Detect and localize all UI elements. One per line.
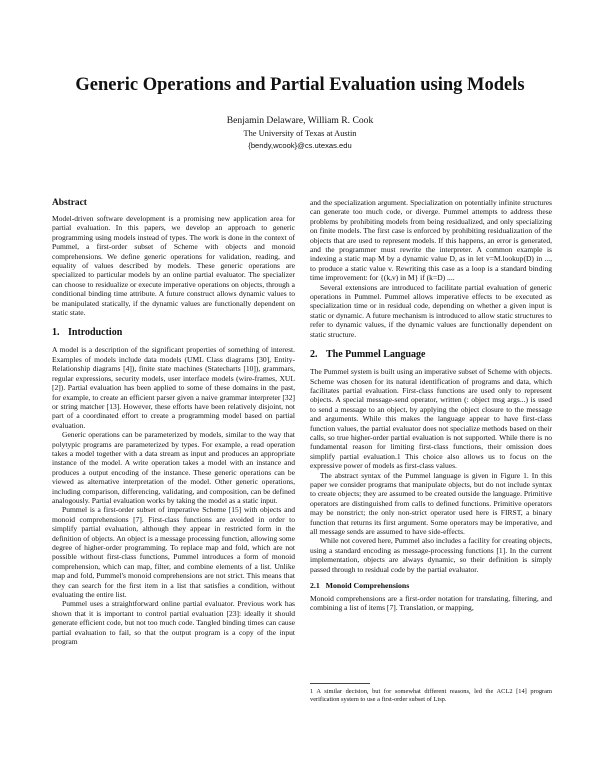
subsection-title: Monoid Comprehensions	[325, 581, 410, 591]
body-paragraph: Several extensions are introduced to facilitate partial evaluation of generic operations in Pummel. Pummel allows imperative effects to be executed as specialization time or in residual code, depending on whether a given input is static or dynamic. A future mechanism is introduced to allow static structures to refer to dynamic values, if the dynamic values are functionally dependent on static structure.	[310, 282, 552, 339]
paper-title: Generic Operations and Partial Evaluation using Models	[75, 75, 525, 95]
intro-paragraph: Pummel is a first-order subset of imperative Scheme [15] with objects and monoid comprehensions [7]. First-class functions are avoided in order to simplify partial evaluation, although they appear in restricted form in the definition of objects. An object is a message processing function, allowing some degree of higher-order programming. To replace map and fold, which are not possible without first-class functions, Pummel introduces a form of monoid comprehension, which can map, filter, and combine elements of a list. Unlike map and fold, Pummel's monoid comprehensions are not strict. This means that they can search for the first item in a list that satisfies a condition, without evaluating the entire list.	[52, 505, 295, 600]
footnote-rule	[310, 683, 370, 684]
intro-paragraph: Pummel uses a straightforward online partial evaluator. Previous work has shown that it is important to control partial evaluation [23]: ideally it should generate efficient code, but not too much code. Tangled binding times can cause partial evaluation to fail, so that the output program is a copy of the input program	[52, 599, 295, 647]
abstract-heading: Abstract	[52, 198, 87, 208]
section-heading-pummel-language	[310, 349, 552, 361]
body-paragraph: The Pummel system is built using an imperative subset of Scheme with objects. Scheme was chosen for its natural identification of programs and data, which facilitates partial evaluation. First-class functions are used only to represent objects. A special message-send operator, written (: object msg args...) is used to send a message to an object, by applying the object closure to the message and arguments. While this makes the language appear to have first-class function values, the partial evaluator does not specialize methods based on their calls, so true higher-order partial evaluation is not supported. While there is no fundamental reason for limiting first-class functions, their omission does simplify partial evaluation.1 This choice also allows us to focus on the expressive power of models as first-class values.	[310, 367, 552, 471]
body-paragraph: Monoid comprehensions are a first-order notation for translating, filtering, and combining a list of items [7]. Translation, or mapping,	[310, 594, 552, 613]
body-paragraph: While not covered here, Pummel also includes a facility for creating objects, using a standard encoding as message-processing functions [1]. In the current implementation, objects are always dynamic, so their definition is simply passed through to residual code by the partial evaluator.	[310, 536, 552, 574]
body-paragraph: The abstract syntax of the Pummel language is given in Figure 1. In this paper we consider programs that manipulate objects, but do not include syntax to create objects; they are assumed to be created outside the language. Primitive operators are distinguished from calls to defined functions. Primitive operators may be nonstrict; the only non-strict operator used here is FIRST, a binary function that returns its first argument. Some operators may be imperative, and all message sends are assumed to have side-effects.	[310, 470, 552, 536]
left-column	[52, 198, 295, 646]
abstract-text: Model-driven software development is a promising new application area for partial evaluation. In this papers, we develop an approach to generic programming using models instead of types. The work is done in the context of Pummel, a first-order subset of Scheme with objects and monoid comprehensions. We define generic operations for validation, reading, and equality of values described by models. These generic operations are specialized to particular models by an online partial evaluator. The specializer can choose to residualize or execute imperative operations on objects, through a conditional binding time attribute. A future construct allows dynamic values to be manipulated statically, if the dynamic values are functionally dependent on static state.	[52, 214, 295, 318]
section-title: Introduction	[68, 327, 123, 339]
section-number: 2.	[310, 349, 318, 361]
subsection-heading	[310, 581, 552, 591]
paper-email: {bendy,wcook}@cs.utexas.edu	[248, 141, 352, 150]
paper-affiliation: The University of Texas at Austin	[243, 129, 357, 138]
footnote: 1 A similar decision, but for somewhat different reasons, led the ACL2 [14] program verification system to use a first-order subset of Lisp.	[310, 688, 552, 703]
intro-paragraph: A model is a description of the significant properties of something of interest. Examples of models include data models (UML Class diagrams [30], Entity-Relationship diagrams [4]), finite state machines (Statecharts [10]), grammars, regular expressions, security models, user interface models (wire-frames, XUL [2]). Partial evaluation has been applied to some of these domains in the past, for example, to create an efficient parser given a naive grammar interpreter [32] or string matcher [13]. However, these efforts have been relatively disjoint, not part of a coordinated effort to create a programming model based on partial evaluation.	[52, 345, 295, 430]
right-column	[310, 198, 552, 613]
intro-paragraph: Generic operations can be parameterized by models, similar to the way that polytypic programs are parameterized by types. For example, a read operation takes a model together with a data stream as input and produces an appropriate instance of the model. A write operation takes a model with an instance and produces a output encoding of the instance. These generic operations can be viewed as alternative interpretation of the model. Other generic operations, including comparison, differencing, validating, and composition, can be defined analogously. Partial evaluation works by taking the model as a static input.	[52, 430, 295, 505]
subsection-number: 2.1	[310, 581, 320, 591]
section-heading-introduction	[52, 327, 295, 339]
section-title: The Pummel Language	[326, 349, 426, 361]
paper-authors: Benjamin Delaware, William R. Cook	[226, 115, 374, 126]
section-number: 1.	[52, 327, 60, 339]
body-paragraph: and the specialization argument. Specialization on potentially infinite structures can generate too much code, or diverge. Pummel attempts to address these problems by prohibiting models from being residualized, and only specializing on finite models. The first case is enforced by prohibiting residualization of the objects that are used to represent models. If this happens, an error is generated, and the programmer must rewrite the interpreter. A common example is indexing a static map M by a dynamic value D, as in let v=M.lookup(D) in ..., to produce a static value v. Rewriting this case as a loop is a standard binding time improvement: for {(k,v) in M} if (k=D) ....	[310, 198, 552, 283]
